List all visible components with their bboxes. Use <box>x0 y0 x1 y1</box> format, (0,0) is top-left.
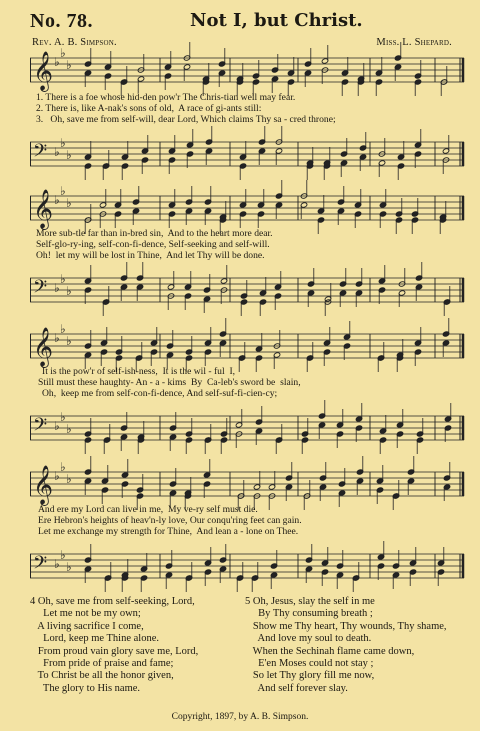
key-signature-flats <box>54 322 72 348</box>
svg-text:♭: ♭ <box>60 410 66 424</box>
bass-staff <box>30 270 464 310</box>
verse-line: From pride of praise and fame; <box>30 658 174 670</box>
treble-staff <box>30 460 464 505</box>
verse-line: So let Thy glory fill me now, <box>245 670 375 682</box>
note-heads <box>84 262 450 316</box>
verse-line: Show me Thy heart, Thy wounds, Thy shame, <box>245 620 447 632</box>
lyric-line: Still must these haughty- An - a - kims By Ca-leb's sword be slain, <box>38 377 301 388</box>
svg-text:♭: ♭ <box>54 193 60 207</box>
lyric-line: 1. There is a foe whose hid-den pow'r The Chris-tian well may fear. <box>36 92 296 103</box>
verse-4 <box>30 596 198 695</box>
svg-text:♭: ♭ <box>66 148 72 162</box>
verse-line: Let me not be my own; <box>30 608 141 620</box>
lyric-line: 2. There is, like A-nak's sons of old, A race of gi-ants still: <box>36 103 262 114</box>
bass-staff <box>30 134 464 174</box>
note-heads <box>84 541 444 592</box>
treble-clef-icon: 𝄞 <box>33 51 54 91</box>
svg-text:♭: ♭ <box>54 55 60 69</box>
key-signature-flats <box>54 410 72 436</box>
verse-line: And love my soul to death. <box>245 633 372 645</box>
key-signature-flats <box>54 184 72 210</box>
svg-text:♭: ♭ <box>54 331 60 345</box>
svg-text:♭: ♭ <box>66 196 72 210</box>
staff-lines <box>30 58 464 82</box>
verse-line: To Christ be all the honor given, <box>30 670 174 682</box>
svg-text:♭: ♭ <box>60 46 66 60</box>
lyric-line: And ere my Lord can live in me, My ve-ry self must die. <box>38 504 258 515</box>
treble-staff <box>30 322 464 367</box>
treble-staff <box>30 184 464 229</box>
bass-clef-icon: 𝄢 <box>33 141 48 166</box>
verse-line: 5 Oh, Jesus, slay the self in me <box>245 596 375 607</box>
lyric-line: Self-glo-ry-ing, self-con-fi-dence, Self-seeking and self-will. <box>36 239 270 250</box>
composer-credit: Miss. L. Shepard. <box>376 37 452 48</box>
bass-clef-icon: 𝄢 <box>33 277 48 302</box>
verse-line: When the Sechinah flame came down, <box>245 645 415 657</box>
key-signature-flats <box>54 46 72 72</box>
bass-staff <box>30 546 464 586</box>
key-signature-flats <box>54 136 72 162</box>
svg-text:♭: ♭ <box>66 334 72 348</box>
verse-line: E'en Moses could not stay ; <box>245 658 374 670</box>
svg-text:♭: ♭ <box>60 322 66 336</box>
svg-text:♭: ♭ <box>54 145 60 159</box>
lyric-line: 3. Oh, save me from self-will, dear Lord, Which claims Thy sa - cred throne; <box>36 114 336 125</box>
bass-clef-icon: 𝄢 <box>33 415 48 440</box>
bass-clef-icon: 𝄢 <box>33 553 48 578</box>
verse-line: A living sacrifice I come, <box>30 620 144 632</box>
verse-line: By Thy consuming breath ; <box>245 608 373 620</box>
verse-line: The glory to His name. <box>30 682 141 694</box>
svg-text:♭: ♭ <box>60 460 66 474</box>
staff-lines <box>30 142 464 166</box>
note-heads <box>84 180 446 234</box>
note-heads <box>84 318 449 372</box>
svg-text:♭: ♭ <box>60 136 66 150</box>
svg-text:♭: ♭ <box>66 284 72 298</box>
hymn-number: No. 78. <box>30 10 93 32</box>
note-heads <box>84 42 447 96</box>
lyric-line: Ere Hebron's heights of heav'n-ly love, Our conqu'ring feet can gain. <box>38 515 302 526</box>
key-signature-flats <box>54 460 72 486</box>
treble-clef-icon: 𝄞 <box>33 189 54 229</box>
treble-clef-icon: 𝄞 <box>33 465 54 505</box>
verse-line: And self forever slay. <box>245 682 348 694</box>
lyric-line: Oh! let my will be lost in Thine, And let Thy will be done. <box>36 250 265 261</box>
note-heads <box>84 456 450 510</box>
svg-text:♭: ♭ <box>54 419 60 433</box>
svg-text:♭: ♭ <box>66 58 72 72</box>
lyric-line: Let me exchange my strength for Thine, And lean a - lone on Thee. <box>38 526 299 537</box>
key-signature-flats <box>54 548 72 574</box>
treble-staff <box>30 46 464 91</box>
note-heads <box>84 126 449 180</box>
svg-text:♭: ♭ <box>60 272 66 286</box>
key-signature-flats <box>54 272 72 298</box>
lyric-line: It is the pow'r of self-ish-ness, It is the wil - ful I, <box>42 366 236 377</box>
verse-line: 4 Oh, save me from self-seeking, Lord, <box>30 596 195 607</box>
svg-text:♭: ♭ <box>66 472 72 486</box>
svg-text:♭: ♭ <box>66 560 72 574</box>
copyright-notice: Copyright, 1897, by A. B. Simpson. <box>171 712 309 722</box>
svg-text:♭: ♭ <box>60 184 66 198</box>
svg-text:♭: ♭ <box>66 422 72 436</box>
verse-line: From proud vain glory save me, Lord, <box>30 645 199 657</box>
svg-text:♭: ♭ <box>54 469 60 483</box>
svg-text:♭: ♭ <box>60 548 66 562</box>
lyricist-credit: Rev. A. B. Simpson. <box>32 37 117 48</box>
verse-5 <box>245 596 447 695</box>
treble-clef-icon: 𝄞 <box>33 327 54 367</box>
verse-line: Lord, keep me Thine alone. <box>30 633 159 645</box>
svg-text:♭: ♭ <box>54 557 60 571</box>
note-heads <box>84 400 451 454</box>
svg-text:♭: ♭ <box>54 281 60 295</box>
lyric-line: More sub-tle far than in-bred sin, And to the heart more dear. <box>36 228 273 239</box>
bass-staff <box>30 408 464 448</box>
lyric-line: Oh, keep me from self-con-fi-dence, And self-suf-fi-cien-cy; <box>42 388 278 399</box>
hymn-title: Not I, but Christ. <box>190 10 363 31</box>
